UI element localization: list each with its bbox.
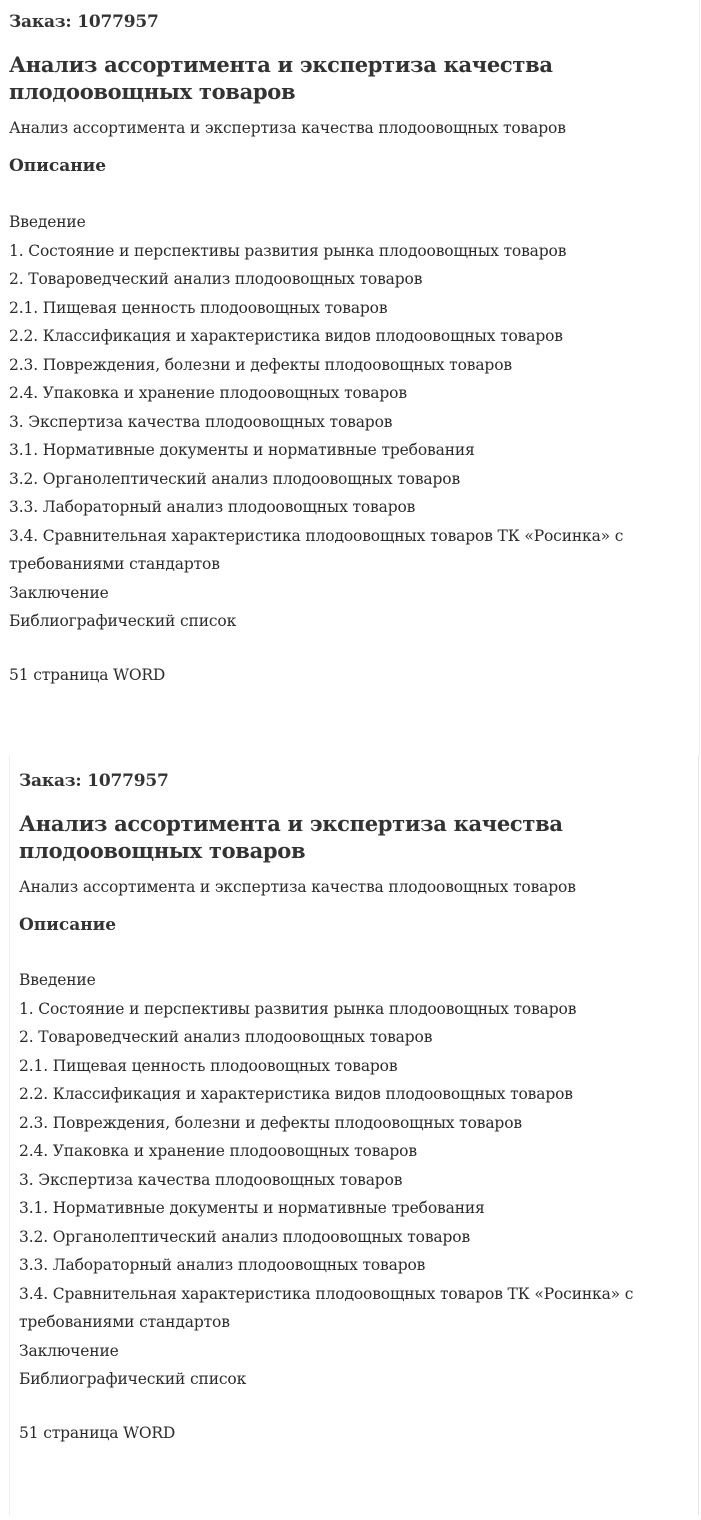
toc-item: 3.1. Нормативные документы и нормативные требования xyxy=(19,1199,485,1217)
toc-item: 2. Товароведческий анализ плодоовощных товаров xyxy=(19,1028,433,1046)
toc-item: 2. Товароведческий анализ плодоовощных товаров xyxy=(9,270,423,288)
toc-item: 2.4. Упаковка и хранение плодоовощных товаров xyxy=(19,1142,417,1160)
table-of-contents xyxy=(9,208,701,636)
page-count: 51 страница WORD xyxy=(19,1423,176,1442)
toc-item: Заключение xyxy=(19,1341,119,1360)
toc-item: 3.1. Нормативные документы и нормативные требования xyxy=(9,441,475,459)
toc-item: 2.2. Классификация и характеристика видов плодоовощных товаров xyxy=(19,1085,573,1103)
work-subtitle: Анализ ассортимента и экспертиза качества плодоовощных товаров xyxy=(9,119,566,137)
toc-item: 2.4. Упаковка и хранение плодоовощных товаров xyxy=(9,384,407,402)
work-title: Анализ ассортимента и экспертиза качества плодоовощных товаров xyxy=(9,52,553,104)
toc-item: 2.3. Повреждения, болезни и дефекты плодоовощных товаров xyxy=(9,355,512,374)
work-title: Анализ ассортимента и экспертиза качества плодоовощных товаров xyxy=(19,811,563,863)
toc-item: 1. Состояние и перспективы развития рынка плодоовощных товаров xyxy=(9,241,567,260)
toc-item: 3. Экспертиза качества плодоовощных товаров xyxy=(19,1170,403,1189)
toc-item: Введение xyxy=(19,971,96,989)
toc-item: 2.1. Пищевая ценность плодоовощных товаров xyxy=(9,298,388,317)
toc-item: 2.3. Повреждения, болезни и дефекты плодоовощных товаров xyxy=(19,1113,522,1132)
table-of-contents xyxy=(19,966,698,1394)
toc-item: 3. Экспертиза качества плодоовощных товаров xyxy=(9,412,393,431)
work-subtitle: Анализ ассортимента и экспертиза качества плодоовощных товаров xyxy=(19,878,576,896)
order-listing-1 xyxy=(0,0,701,686)
toc-item: 2.2. Классификация и характеристика видов плодоовощных товаров xyxy=(9,327,563,345)
toc-item: 3.3. Лабораторный анализ плодоовощных товаров xyxy=(9,498,416,516)
description-heading: Описание xyxy=(19,915,117,935)
order-number: Заказ: 1077957 xyxy=(19,771,169,791)
toc-item: 3.4. Сравнительная характеристика плодоовощных товаров ТК «Росинка» с требованиями стандартов xyxy=(9,526,624,573)
toc-item: Библиографический список xyxy=(19,1370,247,1388)
toc-item: Введение xyxy=(9,213,86,231)
page-count: 51 страница WORD xyxy=(9,665,166,684)
toc-item: 3.2. Органолептический анализ плодоовощных товаров xyxy=(9,469,461,488)
toc-item: 2.1. Пищевая ценность плодоовощных товаров xyxy=(19,1056,398,1075)
description-heading: Описание xyxy=(9,156,107,176)
order-number: Заказ: 1077957 xyxy=(9,12,159,32)
toc-item: 1. Состояние и перспективы развития рынка плодоовощных товаров xyxy=(19,999,577,1018)
toc-item: 3.3. Лабораторный анализ плодоовощных товаров xyxy=(19,1256,426,1274)
order-listing-2 xyxy=(9,755,699,1515)
toc-item: 3.2. Органолептический анализ плодоовощных товаров xyxy=(19,1227,471,1246)
toc-item: Заключение xyxy=(9,583,109,602)
toc-item: 3.4. Сравнительная характеристика плодоовощных товаров ТК «Росинка» с требованиями стандартов xyxy=(19,1284,634,1331)
toc-item: Библиографический список xyxy=(9,612,237,630)
